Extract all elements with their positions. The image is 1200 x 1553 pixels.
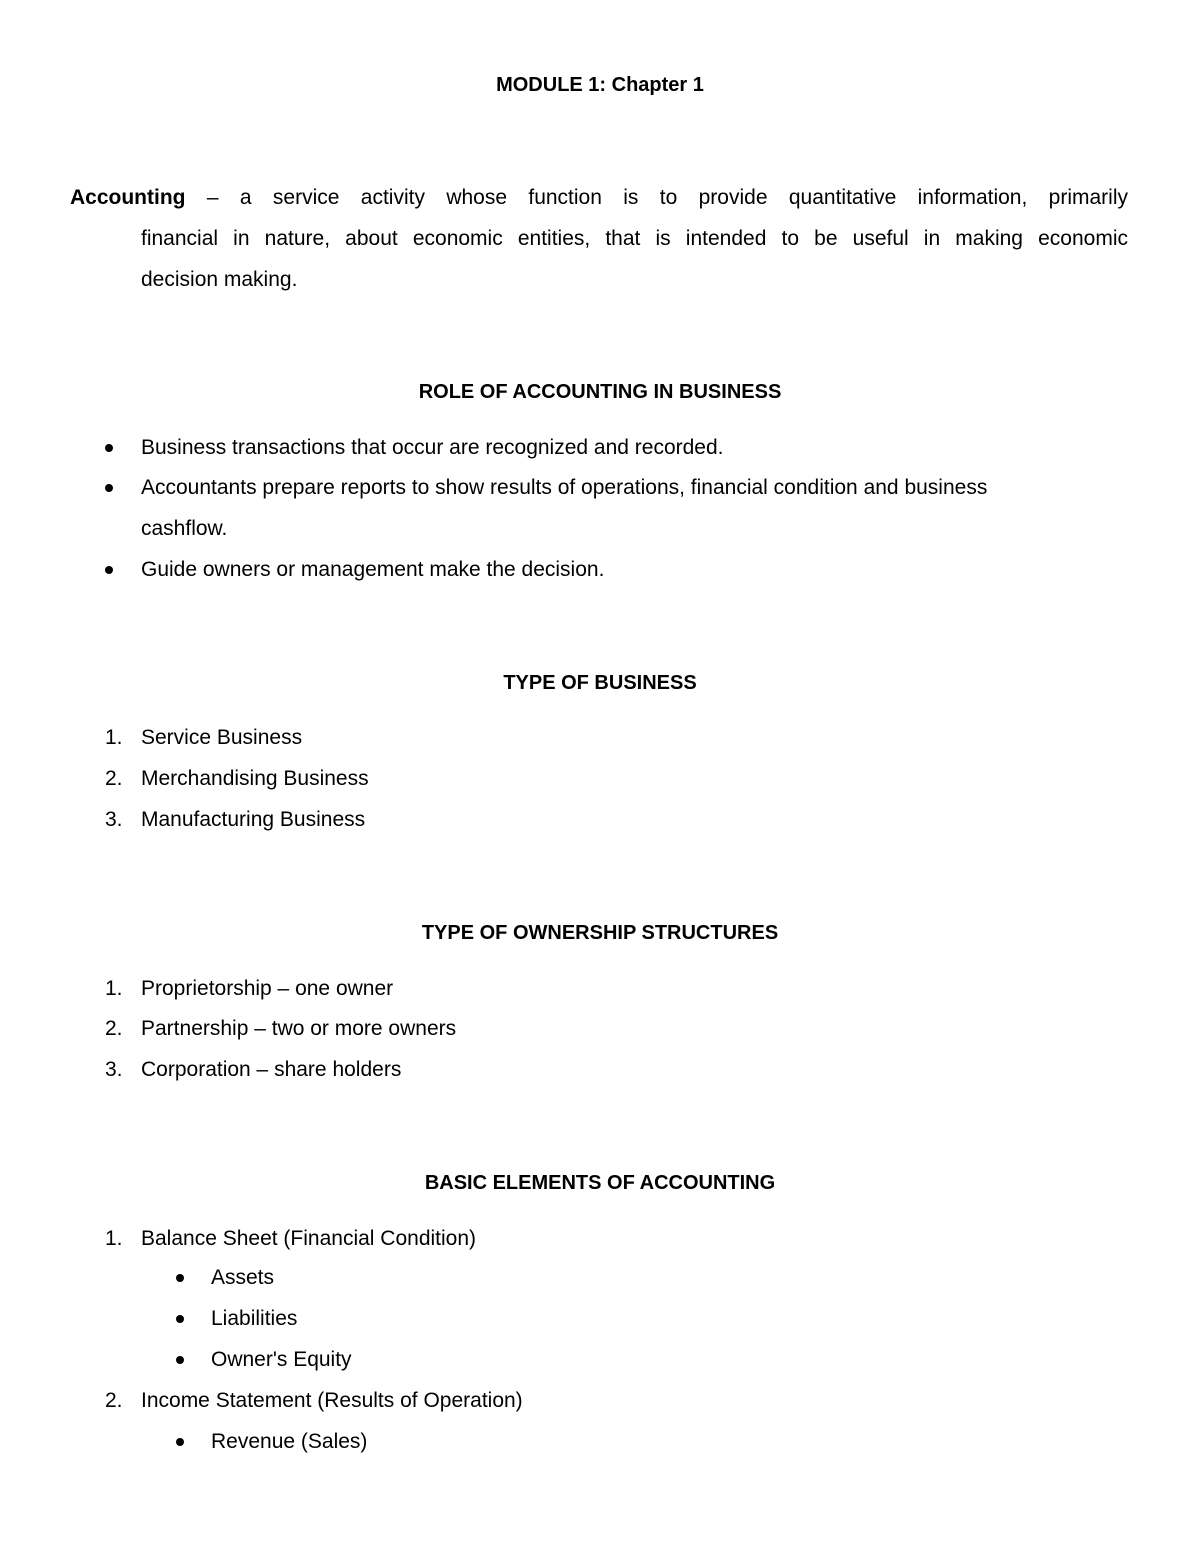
- elements-heading: BASIC ELEMENTS OF ACCOUNTING: [424, 1172, 776, 1194]
- role-item-2: Accountants prepare reports to show results of operations, financial condition and business: [141, 476, 988, 499]
- role-item-1: Business transactions that occur are recognized and recorded.: [141, 436, 724, 459]
- list-number: 1.: [105, 1227, 123, 1250]
- business-type-item: Service Business: [141, 726, 303, 749]
- ownership-item: Corporation – share holders: [141, 1058, 402, 1081]
- bullet-icon: [176, 1438, 184, 1446]
- role-heading: ROLE OF ACCOUNTING IN BUSINESS: [418, 381, 782, 403]
- definition-line-1: [70, 186, 1128, 210]
- role-item-3: Guide owners or management make the decision.: [141, 558, 605, 581]
- list-number: 2.: [105, 1017, 123, 1040]
- list-number: 2.: [105, 767, 123, 790]
- business-types-heading: TYPE OF BUSINESS: [503, 672, 697, 694]
- ownership-heading: TYPE OF OWNERSHIP STRUCTURES: [421, 922, 779, 944]
- role-item-2-cont: cashflow.: [141, 517, 228, 540]
- bullet-icon: [176, 1356, 184, 1364]
- element-item: Income Statement (Results of Operation): [141, 1389, 523, 1412]
- list-number: 2.: [105, 1389, 123, 1412]
- list-number: 3.: [105, 1058, 123, 1081]
- element-sub-item: Liabilities: [211, 1307, 298, 1330]
- bullet-icon: [105, 484, 113, 492]
- bullet-icon: [105, 566, 113, 574]
- list-number: 1.: [105, 977, 123, 1000]
- business-type-item: Merchandising Business: [141, 767, 369, 790]
- element-sub-item: Owner's Equity: [211, 1348, 352, 1371]
- list-number: 3.: [105, 808, 123, 831]
- bullet-icon: [105, 444, 113, 452]
- ownership-item: Proprietorship – one owner: [141, 977, 394, 1000]
- page-title: MODULE 1: Chapter 1: [496, 74, 704, 96]
- element-sub-item: Assets: [211, 1266, 275, 1289]
- list-number: 1.: [105, 726, 123, 749]
- definition-line-2: financial in nature, about economic entities, that is intended to be useful in making economic: [141, 227, 1128, 250]
- definition-text-1: a service activity whose function is to provide quantitative information, primarily: [239, 186, 1129, 209]
- business-type-item: Manufacturing Business: [141, 808, 366, 831]
- bullet-icon: [176, 1274, 184, 1282]
- definition-dash: –: [206, 186, 219, 209]
- definition-line-3: decision making.: [141, 268, 298, 291]
- definition-term: Accounting: [70, 186, 186, 209]
- element-item: Balance Sheet (Financial Condition): [141, 1227, 477, 1250]
- element-sub-item: Revenue (Sales): [211, 1430, 368, 1453]
- bullet-icon: [176, 1315, 184, 1323]
- ownership-item: Partnership – two or more owners: [141, 1017, 457, 1040]
